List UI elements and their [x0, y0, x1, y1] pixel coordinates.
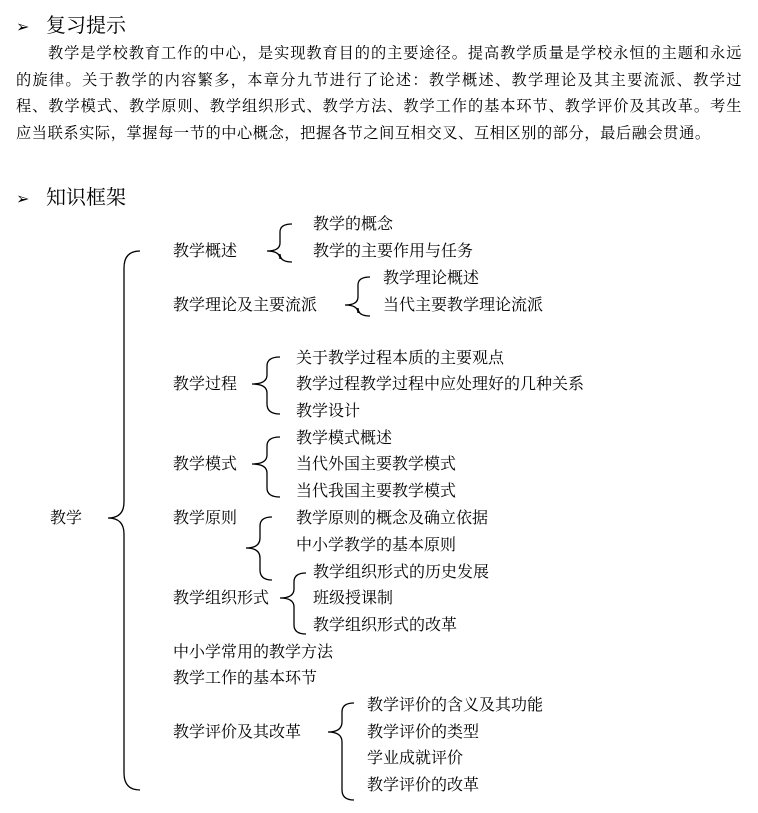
- arrow-bullet-icon: ➢: [16, 17, 30, 36]
- bracket-3: [252, 357, 280, 414]
- subsection-item: 当代外国主要教学模式: [296, 454, 457, 473]
- section-label: 教学模式: [173, 454, 238, 473]
- review-paragraph: 教学是学校教育工作的中心，是实现教育目的的主要途径。提高教学质量是学校永恒的主题和永远的旋律。关于教学的内容繁多，本章分九节进行了论述：教学概述、教学理论及其主要流派、教学过程、教学模式、教学原则、教学组织形式、教学方法、教学工作的基本环节、教学评价及其改革。考生应当联系实际，掌握每一节的中心概念，把握各节之间互相交叉、互相区别的部分，最后融会贯通。: [16, 44, 742, 142]
- bracket-4: [252, 437, 280, 497]
- section-label: 教学组织形式: [173, 588, 270, 607]
- section-label: 教学理论及主要流派: [173, 295, 318, 314]
- subsection-item: 教学评价的含义及其功能: [367, 695, 544, 714]
- subsection-item: 教学过程教学过程中应处理好的几种关系: [296, 374, 585, 393]
- section-label: 教学原则: [173, 508, 238, 527]
- subsection-item: 教学组织形式的改革: [313, 615, 458, 634]
- bracket-5: [246, 517, 272, 580]
- bracket-6: [280, 573, 306, 634]
- subsection-item: 当代主要教学理论流派: [383, 295, 544, 314]
- subsection-item: 学业成就评价: [367, 748, 464, 767]
- subsection-item: 教学的主要作用与任务: [313, 241, 474, 260]
- bracket-7: [328, 703, 354, 800]
- subsection-item: 教学组织形式的历史发展: [313, 562, 490, 581]
- subsection-item: 教学原则的概念及确立依据: [296, 508, 489, 527]
- subsection-item: 教学评价的改革: [367, 775, 480, 794]
- section-label: 教学评价及其改革: [173, 722, 302, 741]
- section-label: 中小学常用的教学方法: [173, 642, 334, 661]
- review-title: 复习提示: [46, 13, 126, 37]
- tree-root: 教学: [50, 508, 83, 527]
- subsection-item: 教学的概念: [313, 214, 394, 233]
- section-label: 教学概述: [173, 241, 238, 260]
- subsection-item: 教学评价的类型: [367, 722, 480, 741]
- section-label: 教学过程: [173, 374, 238, 393]
- arrow-bullet-icon: ➢: [16, 189, 30, 208]
- section-label: 教学工作的基本环节: [173, 668, 318, 687]
- subsection-item: 关于教学过程本质的主要观点: [296, 348, 505, 367]
- subsection-item: 教学设计: [296, 401, 361, 420]
- subsection-item: 教学模式概述: [296, 428, 393, 447]
- framework-title: 知识框架: [46, 185, 126, 209]
- bracket-1: [267, 224, 292, 262]
- root-bracket: [108, 251, 140, 790]
- subsection-item: 班级授课制: [313, 588, 394, 607]
- subsection-item: 中小学教学的基本原则: [296, 535, 457, 554]
- bracket-2: [345, 277, 370, 316]
- subsection-item: 教学理论概述: [383, 268, 480, 287]
- subsection-item: 当代我国主要教学模式: [296, 481, 457, 500]
